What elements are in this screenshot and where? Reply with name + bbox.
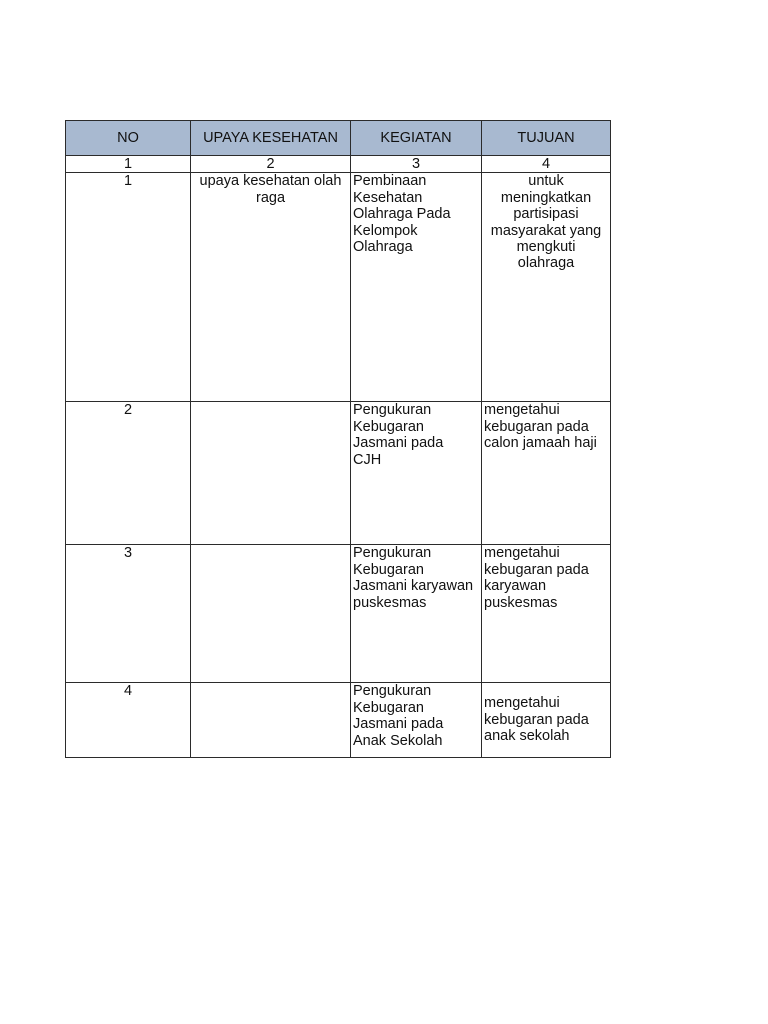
column-number: 2 xyxy=(191,156,351,173)
row-no: 3 xyxy=(66,545,191,683)
row-tujuan: mengetahui kebugaran pada karyawan puskesmas xyxy=(482,545,611,683)
row-no: 1 xyxy=(66,173,191,402)
row-tujuan: mengetahui kebugaran pada anak sekolah xyxy=(482,683,611,758)
header-upaya-kesehatan: UPAYA KESEHATAN xyxy=(191,121,351,156)
header-no: NO xyxy=(66,121,191,156)
table-row xyxy=(66,683,611,758)
row-kegiatan: Pengukuran Kebugaran Jasmani karyawan puskesmas xyxy=(351,545,482,683)
row-kegiatan: Pembinaan Kesehatan Olahraga Pada Kelompok Olahraga xyxy=(351,173,482,402)
header-kegiatan: KEGIATAN xyxy=(351,121,482,156)
table-row xyxy=(66,173,611,402)
row-no: 4 xyxy=(66,683,191,758)
column-number: 3 xyxy=(351,156,482,173)
row-upaya: upaya kesehatan olah raga xyxy=(191,173,351,402)
header-tujuan: TUJUAN xyxy=(482,121,611,156)
row-upaya xyxy=(191,683,351,758)
table-row xyxy=(66,545,611,683)
column-number: 4 xyxy=(482,156,611,173)
kegiatan-table xyxy=(65,120,611,758)
row-tujuan: untuk meningkatkan partisipasi masyarakat yang mengkuti olahraga xyxy=(482,173,611,402)
table-header-row xyxy=(66,121,611,156)
table-row xyxy=(66,402,611,545)
row-kegiatan: Pengukuran Kebugaran Jasmani pada CJH xyxy=(351,402,482,545)
column-number-row xyxy=(66,156,611,173)
row-kegiatan: Pengukuran Kebugaran Jasmani pada Anak Sekolah xyxy=(351,683,482,758)
row-upaya xyxy=(191,402,351,545)
row-tujuan: mengetahui kebugaran pada calon jamaah haji xyxy=(482,402,611,545)
row-no: 2 xyxy=(66,402,191,545)
row-upaya xyxy=(191,545,351,683)
column-number: 1 xyxy=(66,156,191,173)
